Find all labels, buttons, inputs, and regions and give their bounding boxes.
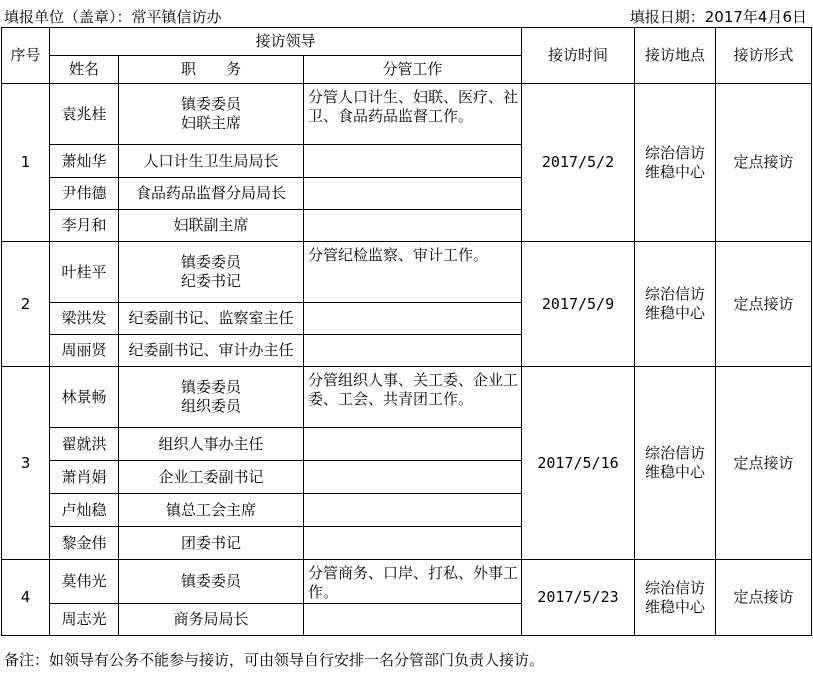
header-name: 姓名 [50,56,119,84]
duty-cell: 分管组织人事、关工委、企业工委、工会、共青团工作。 [304,367,522,428]
form-cell: 定点接访 [716,242,812,367]
time-cell: 2017/5/2 [522,84,635,242]
position-cell: 团委书记 [119,527,304,560]
duty-cell [304,527,522,560]
header-leader-group: 接访领导 [50,28,522,56]
form-cell: 定点接访 [716,560,812,636]
name-cell: 尹伟德 [50,178,119,210]
header-position: 职 务 [119,56,304,84]
position-cell: 镇委委员 纪委书记 [119,242,304,303]
name-cell: 袁兆桂 [50,84,119,145]
name-cell: 周丽贤 [50,335,119,367]
position-cell: 商务局局长 [119,604,304,636]
position-cell: 纪委副书记、监察室主任 [119,303,304,335]
table-row [2,560,812,604]
duty-cell [304,604,522,636]
table-row [2,84,812,145]
position-cell: 镇总工会主席 [119,494,304,527]
seq-cell: 3 [2,367,50,560]
name-cell: 卢灿稳 [50,494,119,527]
name-cell: 萧肖娟 [50,461,119,494]
position-cell: 企业工委副书记 [119,461,304,494]
time-cell: 2017/5/23 [522,560,635,636]
place-cell: 综治信访 维稳中心 [635,560,716,636]
duty-cell [304,145,522,178]
table-row [2,367,812,428]
time-cell: 2017/5/16 [522,367,635,560]
place-cell: 综治信访 维稳中心 [635,84,716,242]
name-cell: 莫伟光 [50,560,119,604]
position-cell: 镇委委员 组织委员 [119,367,304,428]
duty-cell [304,428,522,461]
form-cell: 定点接访 [716,367,812,560]
name-cell: 翟就洪 [50,428,119,461]
place-cell: 综治信访 维稳中心 [635,367,716,560]
name-cell: 林景畅 [50,367,119,428]
name-cell: 周志光 [50,604,119,636]
position-cell: 人口计生卫生局局长 [119,145,304,178]
name-cell: 萧灿华 [50,145,119,178]
seq-cell: 2 [2,242,50,367]
duty-cell [304,494,522,527]
position-cell: 镇委委员 妇联主席 [119,84,304,145]
duty-cell [304,461,522,494]
time-cell: 2017/5/9 [522,242,635,367]
position-cell: 妇联副主席 [119,210,304,242]
footnote: 备注：如领导有公务不能参与接访，可由领导自行安排一名分管部门负责人接访。 [4,651,545,669]
name-cell: 李月和 [50,210,119,242]
seq-cell: 1 [2,84,50,242]
duty-cell: 分管人口计生、妇联、医疗、社卫、食品药品监督工作。 [304,84,522,145]
duty-cell [304,303,522,335]
name-cell: 黎金伟 [50,527,119,560]
duty-cell: 分管商务、口岸、打私、外事工作。 [304,560,522,604]
duty-cell: 分管纪检监察、审计工作。 [304,242,522,303]
duty-cell [304,210,522,242]
name-cell: 梁洪发 [50,303,119,335]
name-cell: 叶桂平 [50,242,119,303]
header-time: 接访时间 [522,28,635,84]
position-cell: 镇委委员 [119,560,304,604]
reporting-unit: 填报单位（盖章）：常平镇信访办 [4,8,222,26]
position-cell: 纪委副书记、审计办主任 [119,335,304,367]
duty-cell [304,335,522,367]
header-place: 接访地点 [635,28,716,84]
table-row [2,242,812,303]
reception-schedule-table [1,27,812,636]
position-cell: 食品药品监督分局局长 [119,178,304,210]
seq-cell: 4 [2,560,50,636]
position-cell: 组织人事办主任 [119,428,304,461]
form-cell: 定点接访 [716,84,812,242]
header-seq: 序号 [2,28,50,84]
place-cell: 综治信访 维稳中心 [635,242,716,367]
duty-cell [304,178,522,210]
reporting-date: 填报日期：2017年4月6日 [629,8,807,26]
header-duty: 分管工作 [304,56,522,84]
header-form: 接访形式 [716,28,812,84]
